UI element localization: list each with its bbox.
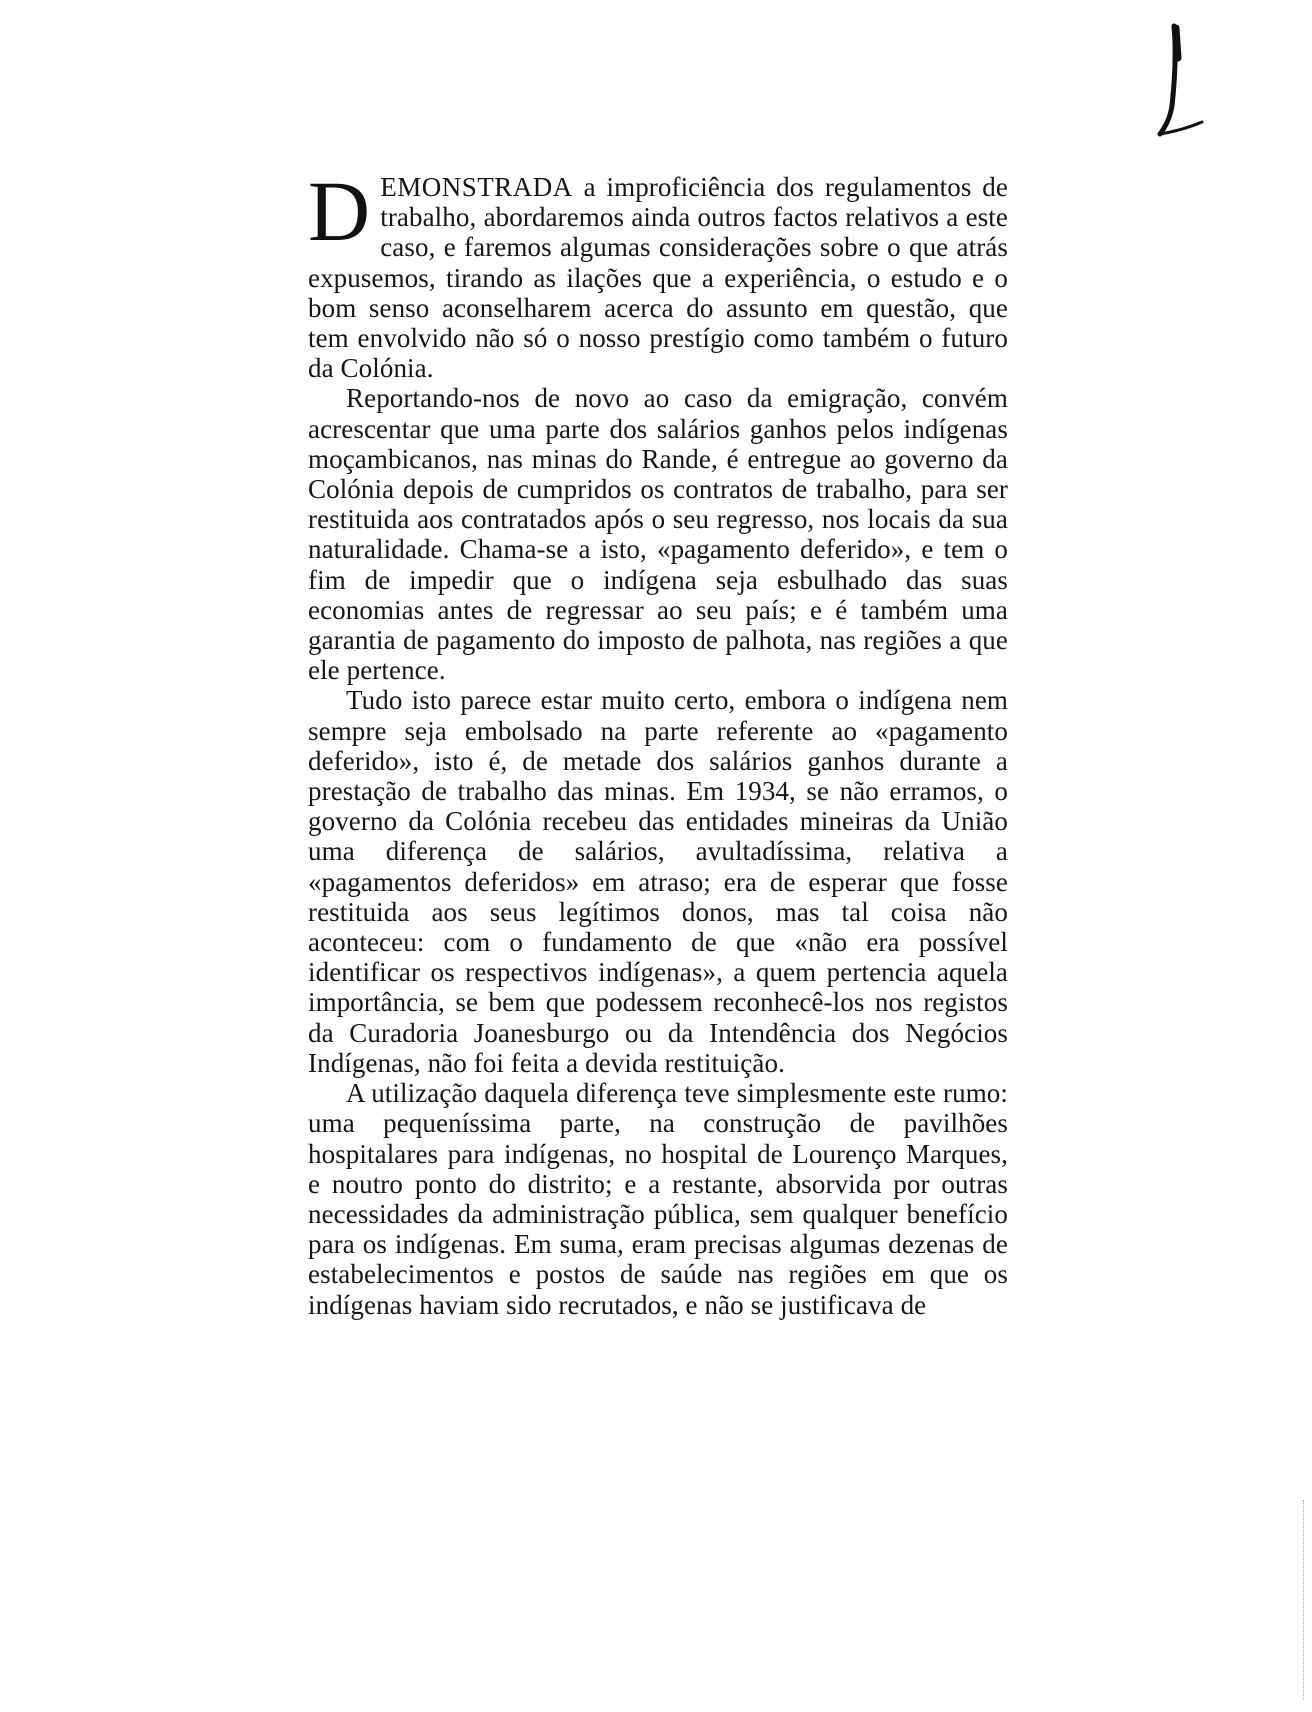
paragraph-4: A utilização daquela diferença teve simplesmente este rumo: uma pequeníssima parte, na construção de pavilhões hospitalares para indígenas, no hospital de Lourenço Marques, e noutro ponto do distrito; e a restante, absorvida por outras necessidades da administração pública, sem qualquer benefício para os indígenas. Em suma, eram precisas algumas dezenas de estabelecimentos e postos de saúde nas regiões em que os indígenas haviam sido recrutados, e não se justificava de: [308, 1078, 1008, 1320]
paragraph-3: Tudo isto parece estar muito certo, embora o indígena nem sempre seja embolsado na parte referente ao «pagamento deferido», isto é, de metade dos salários ganhos durante a prestação de trabalho das minas. Em 1934, se não erramos, o governo da Colónia recebeu das entidades mineiras da União uma diferença de salários, avultadíssima, relativa a «pagamentos deferidos» em atraso; era de esperar que fosse restituida aos seus legítimos donos, mas tal coisa não aconteceu: com o fundamento de que «não era possível identificar os respectivos indígenas», a quem pertencia aquela importância, se bem que podessem reconhecê-los nos registos da Curadoria Joanesburgo ou da Intendência dos Negócios Indígenas, não foi feita a devida restituição.: [308, 685, 1008, 1078]
article-text: [308, 163, 1008, 1320]
paragraph-1: [308, 163, 1008, 384]
paragraph-1-text: a improficiência dos regulamentos de trabalho, abordaremos ainda outros factos relativos a este caso, e faremos algumas considerações sobre o que atrás expusemos, tirando as ilações que a experiência, o estudo e o bom senso aconselharem acerca do assunto em questão, que tem envolvido não só o nosso prestígio como também o futuro da Colónia.: [308, 172, 1008, 384]
paragraph-2: Reportando-nos de novo ao caso da emigração, convém acrescentar que uma parte dos salários ganhos pelos indígenas moçambicanos, nas minas do Rande, é entregue ao governo da Colónia depois de cumpridos os contratos de trabalho, para ser restituida aos contratados após o seu regresso, nos locais da sua naturalidade. Chama-se a isto, «pagamento deferido», e tem o fim de impedir que o indígena seja esbulhado das suas economias antes de regressar ao seu país; e é também uma garantia de pagamento do imposto de palhota, nas regiões a que ele pertence.: [308, 383, 1008, 686]
handwritten-mark: [1150, 18, 1210, 148]
lead-word: EMONSTRADA: [380, 172, 573, 202]
scan-edge: [1303, 1500, 1306, 1700]
drop-cap: D: [308, 163, 371, 259]
